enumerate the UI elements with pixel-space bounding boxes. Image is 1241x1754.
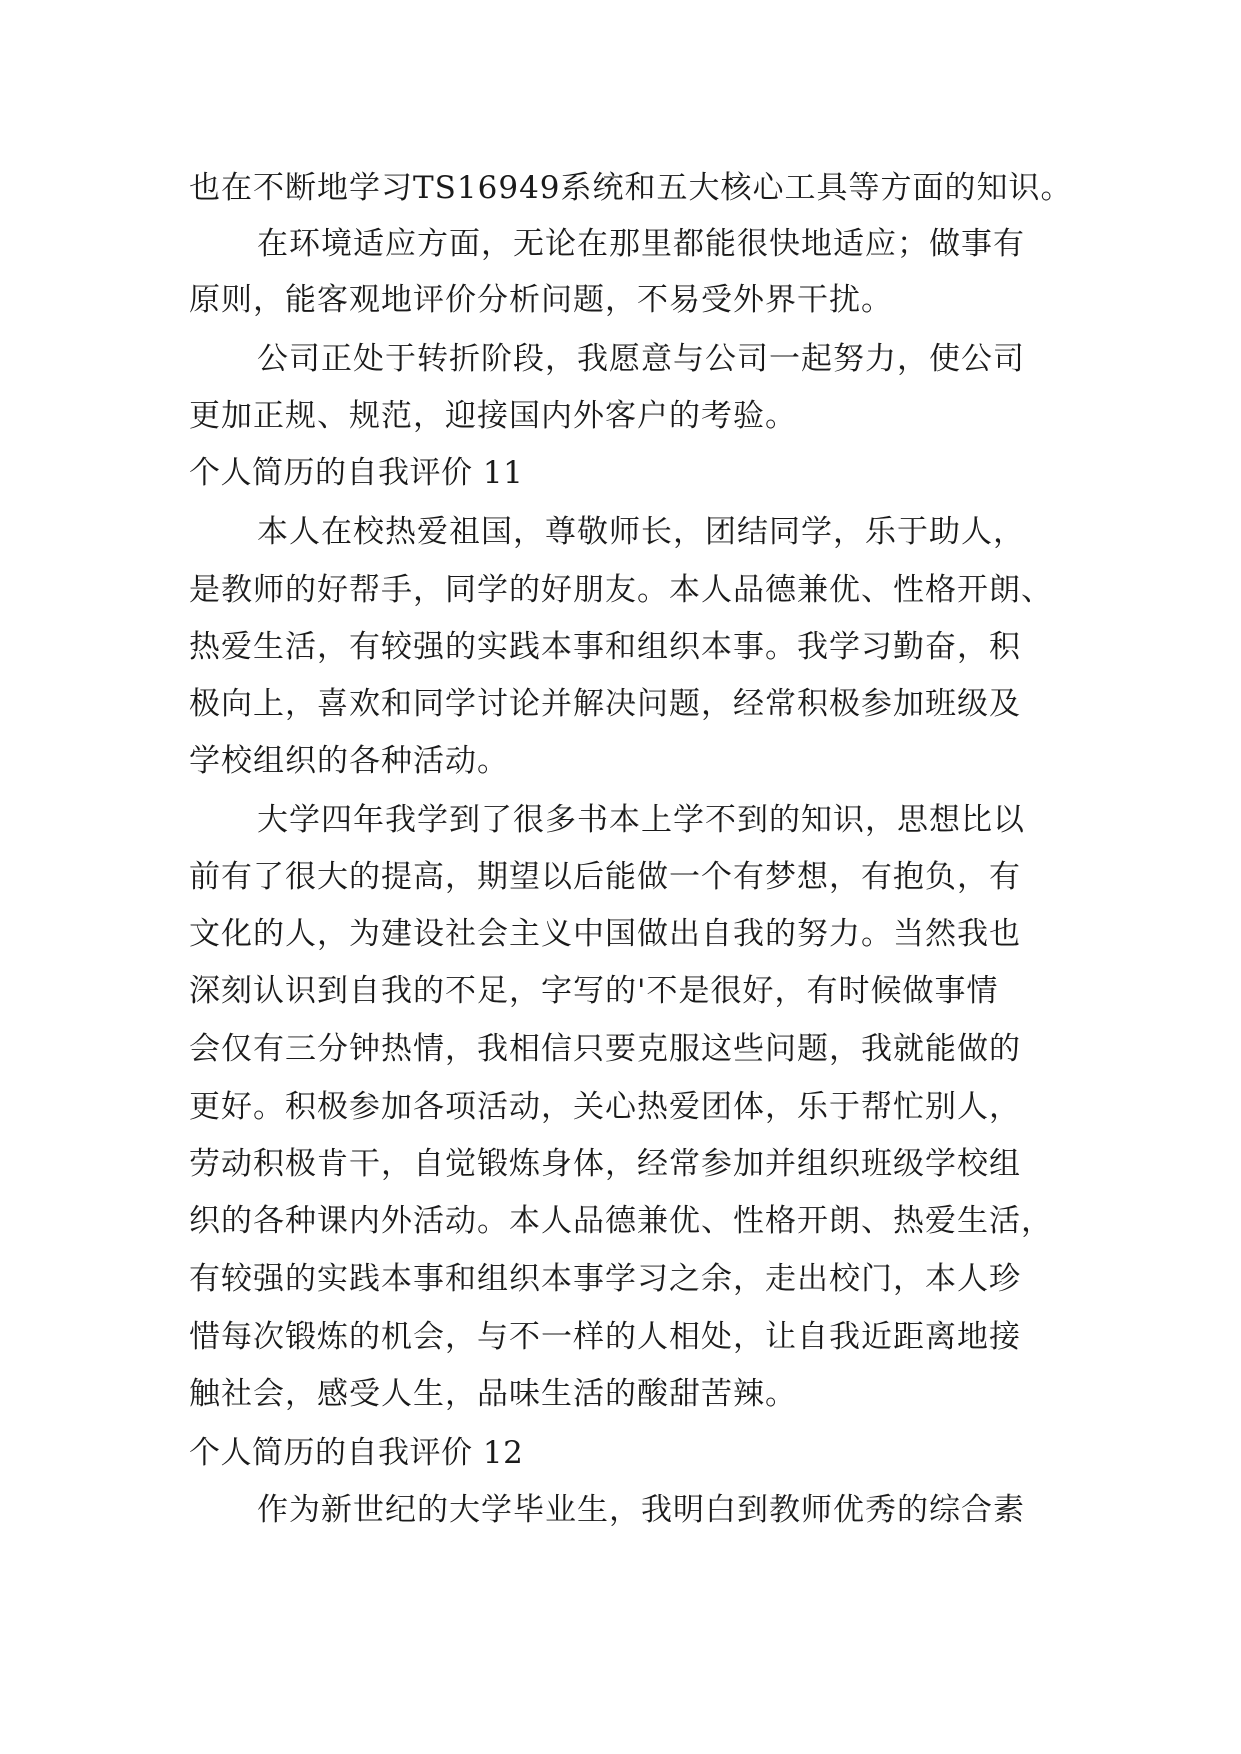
paragraph-line: 原则，能客观地评价分析问题，不易受外界干扰。 — [189, 282, 893, 318]
paragraph-line: 文化的人，为建设社会主义中国做出自我的努力。当然我也 — [189, 916, 1021, 952]
paragraph-line: 劳动积极肯干，自觉锻炼身体，经常参加并组织班级学校组 — [189, 1146, 1021, 1182]
paragraph-line: 织的各种课内外活动。本人品德兼优、性格开朗、热爱生活， — [189, 1203, 1053, 1239]
paragraph-line: 更加正规、规范，迎接国内外客户的考验。 — [189, 398, 797, 434]
paragraph-line: 也在不断地学习TS16949系统和五大核心工具等方面的知识。 — [189, 170, 1073, 206]
paragraph-line: 公司正处于转折阶段，我愿意与公司一起努力，使公司 — [257, 341, 1025, 377]
paragraph-line: 更好。积极参加各项活动，关心热爱团体，乐于帮忙别人， — [189, 1089, 1021, 1125]
paragraph-line: 有较强的实践本事和组织本事学习之余，走出校门，本人珍 — [189, 1261, 1021, 1297]
paragraph-line: 学校组织的各种活动。 — [189, 743, 509, 779]
paragraph-line: 热爱生活，有较强的实践本事和组织本事。我学习勤奋，积 — [189, 629, 1021, 665]
paragraph-line: 大学四年我学到了很多书本上学不到的知识，思想比以 — [257, 802, 1025, 838]
paragraph-line: 本人在校热爱祖国，尊敬师长，团结同学，乐于助人， — [257, 514, 1025, 550]
paragraph-line: 深刻认识到自我的不足，字写的'不是很好，有时候做事情 — [189, 973, 999, 1009]
paragraph-line: 是教师的好帮手，同学的好朋友。本人品德兼优、性格开朗、 — [189, 572, 1053, 608]
paragraph-line: 会仅有三分钟热情，我相信只要克服这些问题，我就能做的 — [189, 1031, 1021, 1067]
section-heading: 个人简历的自我评价 12 — [189, 1435, 524, 1471]
section-heading: 个人简历的自我评价 11 — [189, 455, 524, 491]
paragraph-line: 触社会，感受人生，品味生活的酸甜苦辣。 — [189, 1376, 797, 1412]
paragraph-line: 惜每次锻炼的机会，与不一样的人相处，让自我近距离地接 — [189, 1319, 1021, 1355]
paragraph-line: 极向上，喜欢和同学讨论并解决问题，经常积极参加班级及 — [189, 686, 1021, 722]
paragraph-line: 作为新世纪的大学毕业生，我明白到教师优秀的综合素 — [257, 1492, 1025, 1528]
paragraph-line: 前有了很大的提高，期望以后能做一个有梦想，有抱负，有 — [189, 859, 1021, 895]
paragraph-line: 在环境适应方面，无论在那里都能很快地适应；做事有 — [257, 226, 1025, 262]
